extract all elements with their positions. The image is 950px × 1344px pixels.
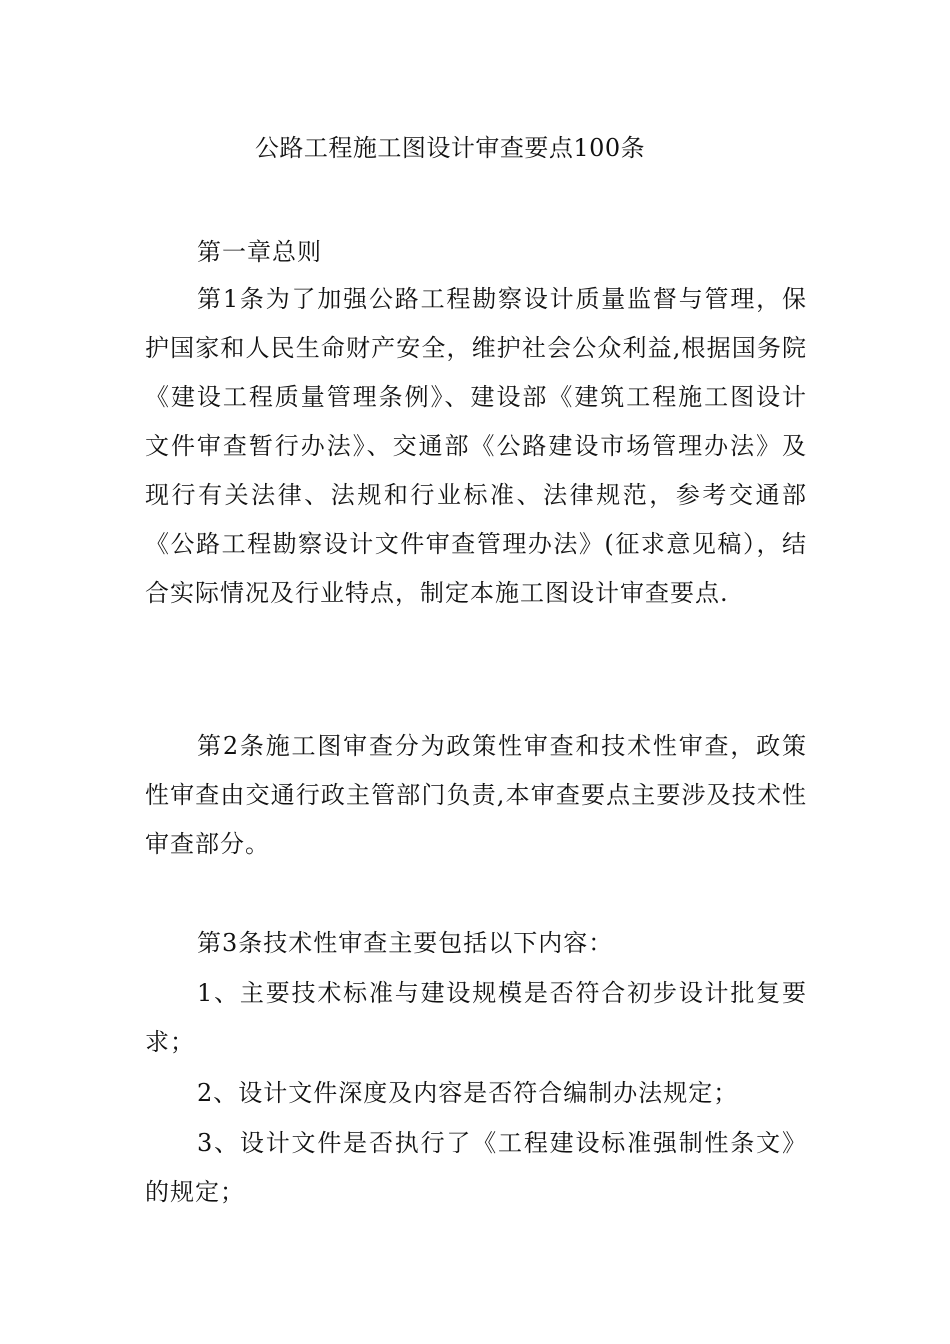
list-item: 2、设计文件深度及内容是否符合编制办法规定； [197, 1079, 739, 1107]
document-title: 公路工程施工图设计审查要点100条 [254, 134, 646, 162]
article-1-paragraph: 第1条为了加强公路工程勘察设计质量监督与管理，保护国家和人民生命财产安全，维护社会公众利益,根据国务院《建设工程质量管理条例》、建设部《建筑工程施工图设计文件审查暂行办法》、交通部《公路建设市场管理办法》及现行有关法律、法规和行业标准、法律规范，参考交通部《公路工程勘察设计文件审查管理办法》(征求意见稿），结合实际情况及行业特点，制定本施工图设计审查要点. [145, 285, 807, 607]
chapter-heading: 第一章总则 [197, 238, 322, 266]
article-3-paragraph: 第3条技术性审查主要包括以下内容： [197, 929, 614, 957]
list-item: 3、设计文件是否执行了《工程建设标准强制性条文》的规定； [145, 1129, 807, 1206]
article-2-paragraph: 第2条施工图审查分为政策性审查和技术性审查，政策性审查由交通行政主管部门负责,本审查要点主要涉及技术性审查部分。 [145, 732, 807, 858]
list-item: 1、主要技术标准与建设规模是否符合初步设计批复要求； [145, 979, 807, 1056]
